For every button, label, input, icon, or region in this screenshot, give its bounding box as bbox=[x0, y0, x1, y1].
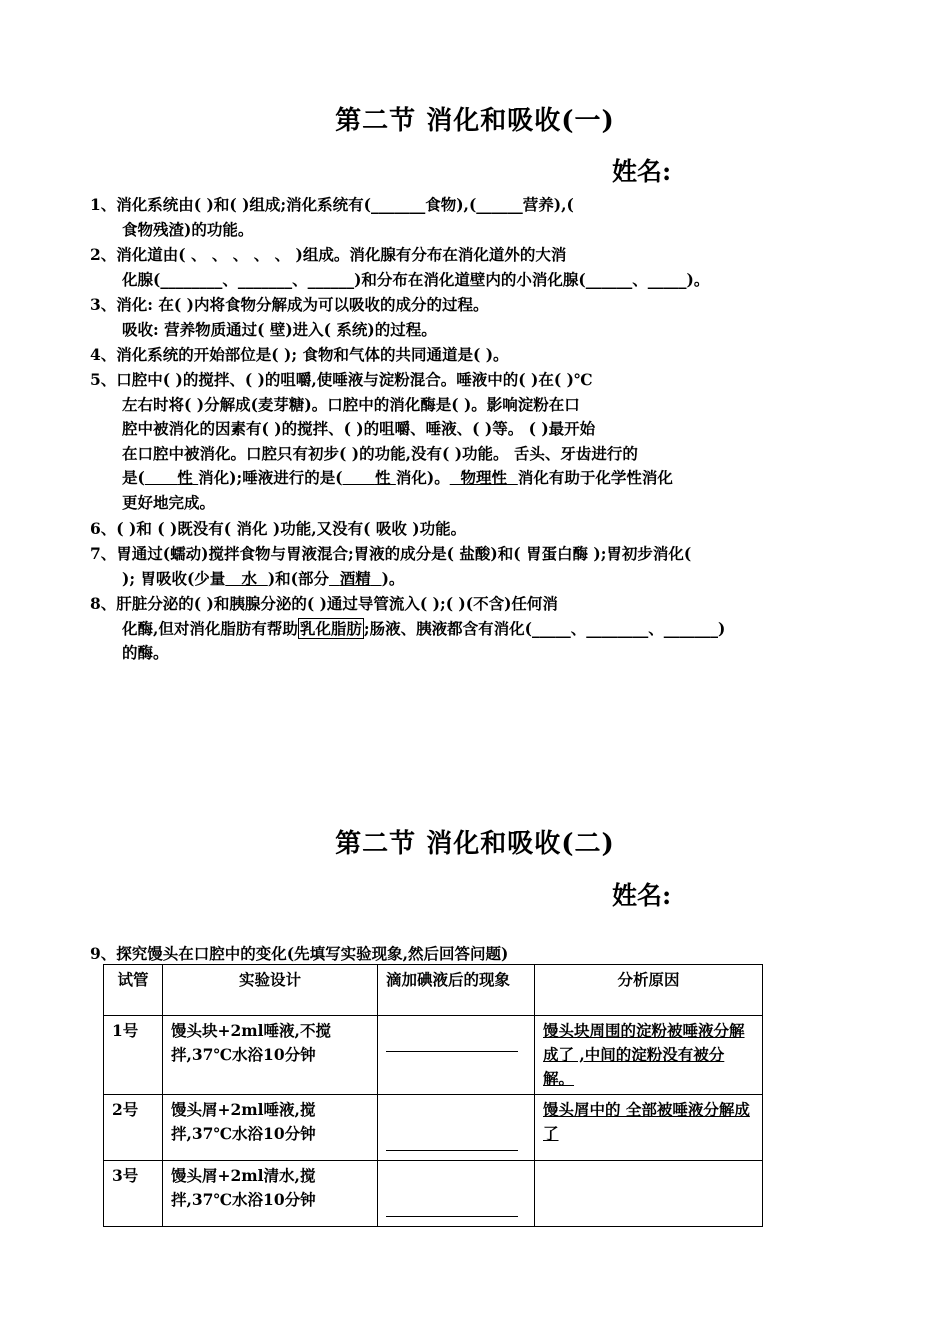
question-3 bbox=[90, 293, 870, 342]
row3-phenomenon-blank[interactable] bbox=[378, 1161, 535, 1227]
header-tube: 试管 bbox=[104, 965, 163, 1016]
q6-line1: 6、( )和 ( )既没有( 消化 )功能,又没有( 吸收 )功能。 bbox=[90, 519, 467, 538]
header-phenomenon: 滴加碘液后的现象 bbox=[378, 965, 535, 1016]
row1-tube: 1号 bbox=[104, 1016, 163, 1095]
q4-line1: 4、消化系统的开始部位是( ); 食物和气体的共同通道是( )。 bbox=[90, 345, 509, 364]
row2-phenomenon-blank[interactable] bbox=[378, 1095, 535, 1161]
q3-line1: 3、消化: 在( )内将食物分解成为可以吸收的成分的过程。 bbox=[90, 295, 489, 314]
row3-design: 馒头屑+2ml清水,搅拌,37℃水浴10分钟 bbox=[163, 1161, 378, 1227]
q2-line1: 2、消化道由( 、 、 、 、 、 )组成。消化腺有分布在消化道外的大消 bbox=[90, 245, 567, 264]
q1-line2: 食物残渣)的功能。 bbox=[122, 219, 254, 239]
q5-line6: 更好地完成。 bbox=[122, 492, 216, 512]
q5-line2: 左右时将( )分解成(麦芽糖)。口腔中的消化酶是( )。影响淀粉在口 bbox=[122, 394, 580, 414]
section1-name-label: 姓名: bbox=[612, 157, 672, 186]
q7-line2: ); 胃吸收(少量 水 )和(部分 酒精 )。 bbox=[122, 568, 405, 588]
q5-answer-physical: 物理性 bbox=[460, 468, 508, 488]
q5-line4: 在口腔中被消化。口腔只有初步( )的功能,没有( )功能。 舌头、牙齿进行的 bbox=[122, 443, 638, 463]
q7-line1: 7、胃通过(蠕动)搅拌食物与胃液混合;胃液的成分是( 盐酸)和( 胃蛋白酶 );胃初步消化( bbox=[90, 544, 692, 563]
section2-name-label: 姓名: bbox=[612, 881, 672, 910]
q8-line1: 8、肝脏分泌的( )和胰腺分泌的( )通过导管流入( );( )(不含)任何消 bbox=[90, 594, 558, 613]
header-analysis: 分析原因 bbox=[535, 965, 763, 1016]
question-9-prompt: 9、探究馒头在口腔中的变化(先填写实验现象,然后回答问题) bbox=[90, 944, 509, 963]
section2-title: 第二节 消化和吸收(二) bbox=[335, 829, 615, 859]
q5-line5-g: 消化有助于化学性消化 bbox=[517, 468, 673, 488]
q2-line2: 化腺(________、_______、______)和分布在消化道壁内的小消化腺(______、_____)。 bbox=[122, 269, 710, 289]
section1-title: 第二节 消化和吸收(一) bbox=[335, 106, 615, 136]
q8-line2: 化酶,但对消化脂肪有帮助 乳化脂肪 ;肠液、胰液都含有消化(_____、________、_______) bbox=[122, 618, 726, 638]
question-2 bbox=[90, 243, 870, 292]
question-8 bbox=[90, 592, 870, 666]
q5-line5-c: 消化);唾液进行的是( bbox=[198, 468, 343, 488]
q8-line3: 的酶。 bbox=[122, 643, 169, 663]
q5-line5-a: 是( bbox=[122, 468, 145, 488]
header-design: 实验设计 bbox=[163, 965, 378, 1016]
q5-blank-chemical: 性 bbox=[374, 468, 391, 488]
q5-line5-e: 消化)。 bbox=[395, 468, 450, 488]
table-row bbox=[104, 1161, 763, 1227]
question-5 bbox=[90, 368, 870, 516]
question-1 bbox=[90, 193, 870, 242]
experiment-table bbox=[103, 964, 763, 1227]
row1-analysis: 馒头块周围的淀粉被唾液分解成了 ,中间的淀粉没有被分解。 bbox=[535, 1016, 763, 1095]
question-6 bbox=[90, 517, 870, 542]
table-row bbox=[104, 1095, 763, 1161]
q5-line5 bbox=[90, 466, 870, 491]
row3-analysis bbox=[535, 1161, 763, 1227]
row2-design: 馒头屑+2ml唾液,搅拌,37℃水浴10分钟 bbox=[163, 1095, 378, 1161]
q5-blank-mechanical: 性 bbox=[177, 468, 193, 488]
row2-analysis: 馒头屑中的 全部被唾液分解成了 bbox=[535, 1095, 763, 1161]
row3-tube: 3号 bbox=[104, 1161, 163, 1227]
q7-answer-alcohol: 酒精 bbox=[339, 568, 371, 588]
row1-design: 馒头块+2ml唾液,不搅拌,37℃水浴10分钟 bbox=[163, 1016, 378, 1095]
table-header-row bbox=[104, 965, 763, 1016]
row1-phenomenon-blank[interactable] bbox=[378, 1016, 535, 1095]
row2-tube: 2号 bbox=[104, 1095, 163, 1161]
q5-line1: 5、口腔中( )的搅拌、( )的咀嚼,使唾液与淀粉混合。唾液中的( )在( )℃ bbox=[90, 370, 593, 389]
q8-answer-emulsify: 乳化脂肪 bbox=[299, 618, 362, 638]
q1-line1: 1、消化系统由( )和( )组成;消化系统有(_______食物),(______营养),( bbox=[90, 195, 574, 214]
q3-line2: 吸收: 营养物质通过( 壁)进入( 系统)的过程。 bbox=[122, 319, 437, 339]
q5-line3: 腔中被消化的因素有( )的搅拌、( )的咀嚼、唾液、( )等。 ( )最开始 bbox=[122, 419, 596, 439]
question-7 bbox=[90, 542, 870, 591]
table-row bbox=[104, 1016, 763, 1095]
question-4 bbox=[90, 343, 870, 368]
q7-answer-water: 水 bbox=[241, 568, 258, 588]
